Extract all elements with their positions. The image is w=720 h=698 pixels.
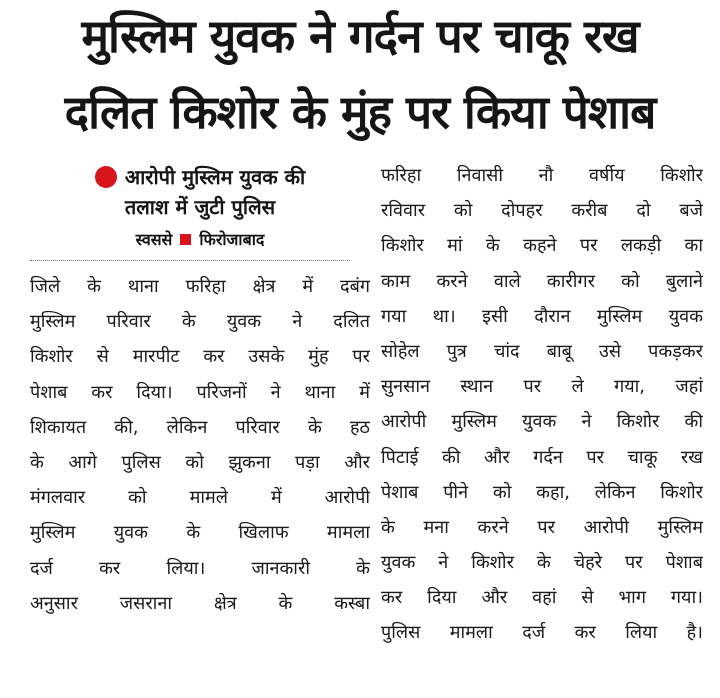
article-line: गया था। इसी दौरान मुस्लिम युवक: [381, 305, 703, 327]
red-square-icon: [180, 234, 191, 245]
article-line: काम करने वाले कारीगर को बुलाने: [381, 270, 703, 292]
article-line: सोहेल पुत्र चांद बाबू उसे पकड़कर: [381, 340, 703, 362]
article-line: पेशाब कर दिया। परिजनों ने थाना में: [30, 381, 370, 403]
red-bullet-icon: [95, 166, 117, 188]
article-line: मंगलवार को मामले में आरोपी: [30, 487, 370, 509]
article-line: आरोपी मुस्लिम युवक ने किशोर की: [381, 411, 703, 433]
article-line: किशोर मां के कहने पर लकड़ी का: [381, 235, 703, 257]
article-line: कर दिया और वहां से भाग गया।: [381, 587, 703, 609]
article-line: मुस्लिम युवक के खिलाफ मामला: [30, 522, 370, 544]
article-line: पुलिस मामला दर्ज कर लिया है।: [381, 622, 703, 644]
article-line: पिटाई की और गर्दन पर चाकू रख: [381, 446, 703, 468]
headline-line-2: दलित किशोर के मुंह पर किया पेशाब: [64, 85, 656, 139]
byline: [30, 228, 370, 250]
byline-agency: स्वससे: [135, 230, 173, 249]
article-line: मुस्लिम परिवार के युवक ने दलित: [30, 311, 370, 333]
article-line: पेशाब पीने को कहा, लेकिन किशोर: [381, 481, 703, 503]
article-line: अनुसार जसराना क्षेत्र के कस्बा: [30, 592, 370, 614]
subheadline-line-2: तलाश में जुटी पुलिस: [124, 195, 276, 219]
left-column: [30, 162, 370, 621]
headline-line-1: मुस्लिम युवक ने गर्दन पर चाकू रख: [81, 9, 639, 63]
article-right-text: [381, 158, 703, 651]
article-line: सुनसान स्थान पर ले गया, जहां: [381, 376, 703, 398]
subheadline: [30, 162, 370, 222]
article-line: दर्ज कर लिया। जानकारी के: [30, 557, 370, 579]
article-line: के आगे पुलिस को झुकना पड़ा और: [30, 451, 370, 473]
article-left-text: [30, 269, 370, 621]
right-column: [381, 158, 703, 651]
divider: [30, 260, 350, 261]
article-line: शिकायत की, लेकिन परिवार के हठ: [30, 416, 370, 438]
article-line: युवक ने किशोर के चेहरे पर पेशाब: [381, 552, 703, 574]
byline-location: फिरोजाबाद: [199, 230, 265, 249]
article-line: रविवार को दोपहर करीब दो बजे: [381, 200, 703, 222]
article-line: के मना करने पर आरोपी मुस्लिम: [381, 516, 703, 538]
article-line: जिले के थाना फरिहा क्षेत्र में दबंग: [30, 276, 370, 297]
article-line: फरिहा निवासी नौ वर्षीय किशोर: [381, 165, 703, 186]
subheadline-line-1: आरोपी मुस्लिम युवक की: [124, 165, 306, 189]
article-line: किशोर से मारपीट कर उसके मुंह पर: [30, 346, 370, 368]
